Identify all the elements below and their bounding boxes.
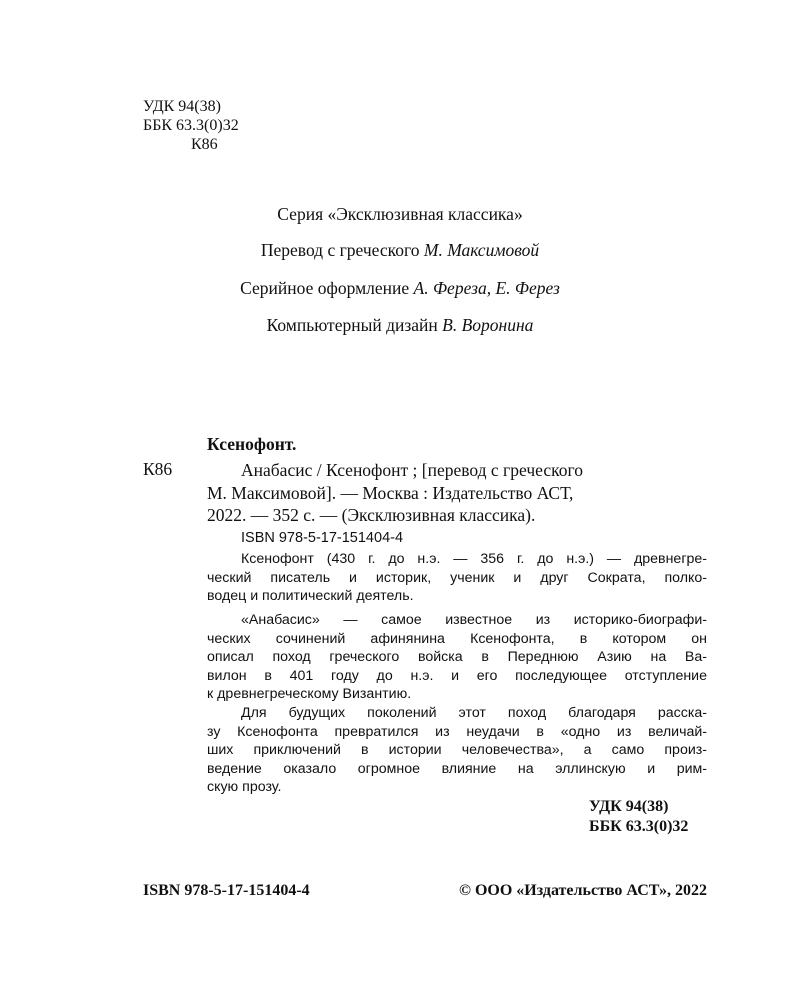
annotation-line: ческих сочинений афинянина Ксенофонта, в котором он: [207, 630, 707, 647]
record-isbn: ISBN 978-5-17-151404-4: [241, 530, 404, 546]
annotation-line: ческий писатель и историк, ученик и друг Сократа, полко-: [207, 569, 707, 586]
annotation-line: к древнегреческому Византию.: [207, 686, 412, 703]
series-design-credit: [0, 278, 800, 299]
bbk-code: ББК 63.3(0)32: [143, 117, 239, 134]
annotation-paragraph: [207, 704, 707, 797]
biblio-line: М. Максимовой]. — Москва : Издательство АСТ,: [207, 482, 574, 503]
translator-name: М. Максимовой: [423, 240, 540, 260]
author-mark: К86: [191, 136, 218, 153]
bibliographic-description: [207, 459, 707, 527]
udk-code: УДК 94(38): [143, 98, 221, 115]
translation-label: Перевод с греческого: [260, 240, 424, 260]
record-author-mark: К86: [143, 459, 173, 479]
annotation-line: зу Ксенофонта превратился из неудачи в «одно из величай-: [207, 723, 707, 740]
computer-design-label: Компьютерный дизайн: [266, 315, 443, 335]
annotation-line: ведение оказало огромное влияние на эллинскую и рим-: [207, 760, 707, 777]
series-designer-names: А. Фереза, Е. Ферез: [413, 278, 560, 298]
udk-code: УДК 94(38): [589, 798, 669, 815]
annotation-line: вилон в 401 году до н.э. и его последующее отступление: [207, 667, 707, 684]
biblio-line: Анабасис / Ксенофонт ; [перевод с греческого: [241, 460, 583, 480]
computer-design-credit: [0, 315, 800, 336]
classification-right: [589, 797, 688, 837]
footer-copyright: © ООО «Издательство АСТ», 2022: [458, 882, 707, 899]
series-label: Серия «Эксклюзивная классика»: [277, 204, 523, 224]
annotation-paragraph: [207, 550, 707, 606]
computer-designer-name: В. Воронина: [442, 315, 534, 335]
annotation-line: скую прозу.: [207, 779, 282, 796]
annotation-line: «Анабасис» — самое известное из историко-биографи-: [241, 612, 707, 628]
bbk-code: ББК 63.3(0)32: [589, 818, 689, 835]
annotation-line: Ксенофонт (430 г. до н.э. — 356 г. до н.э.) — древнегре-: [241, 551, 707, 567]
annotation-line: водец и политический деятель.: [207, 588, 414, 605]
classification-block: [143, 97, 239, 154]
annotation-line: ших приключений в истории человечества», а само произ-: [207, 742, 707, 759]
record-author: Ксенофонт.: [207, 434, 297, 454]
footer-isbn: ISBN 978-5-17-151404-4: [143, 882, 310, 899]
series-line: [0, 204, 800, 225]
biblio-line: 2022. — 352 с. — (Эксклюзивная классика).: [207, 505, 536, 525]
series-design-label: Серийное оформление: [240, 278, 414, 298]
annotation-line: описал поход греческого войска в Переднюю Азию на Ва-: [207, 649, 707, 666]
annotation-paragraph: [207, 611, 707, 704]
translation-credit: [0, 240, 800, 261]
annotation-line: Для будущих поколений этот поход благодаря расска-: [241, 705, 707, 721]
